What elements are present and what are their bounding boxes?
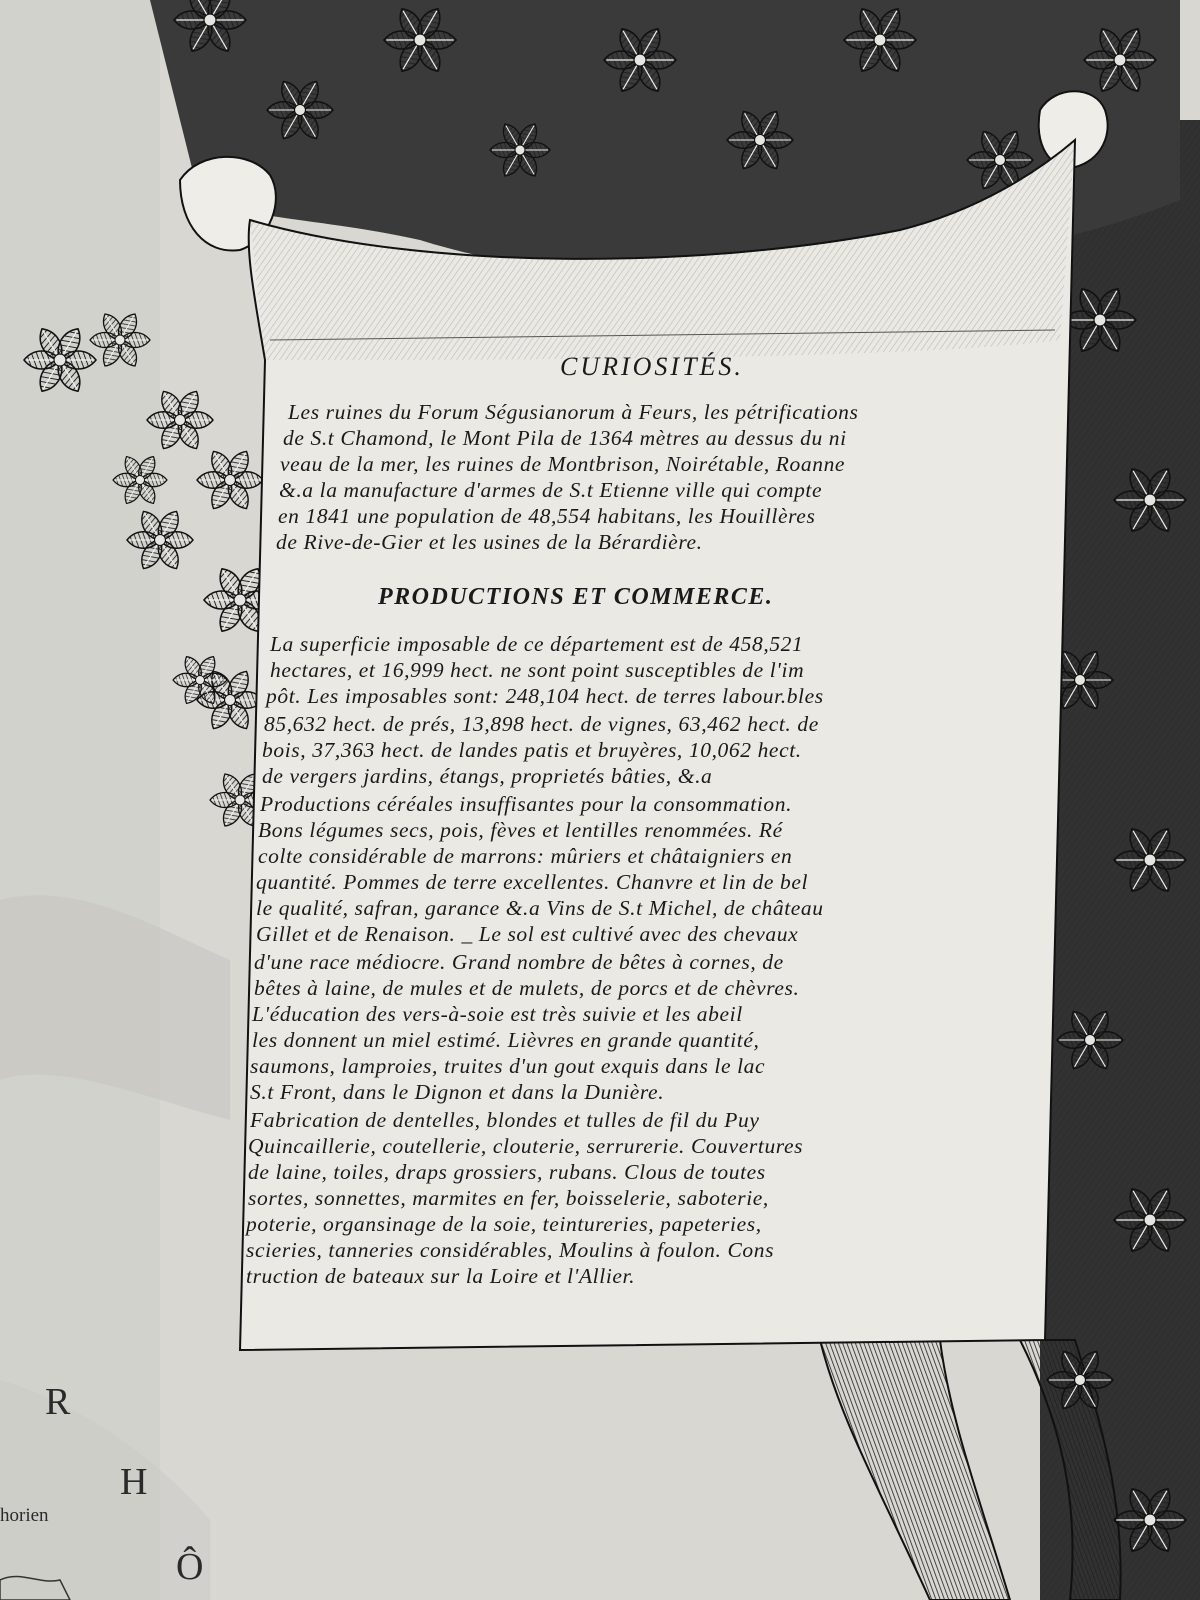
map-word-fragment: horien — [0, 1505, 49, 1526]
productions-line: Quincaillerie, coutellerie, clouterie, serrurerie. Couvertures — [248, 1134, 804, 1158]
productions-line: les donnent un miel estimé. Lièvres en grande quantité, — [252, 1028, 760, 1052]
productions-line: Gillet et de Renaison. _ Le sol est cultivé avec des chevaux — [256, 922, 799, 946]
productions-line: truction de bateaux sur la Loire et l'Allier. — [246, 1264, 636, 1288]
productions-line: hectares, et 16,999 hect. ne sont point susceptibles de l'im — [270, 658, 805, 682]
map-letter-h: H — [120, 1461, 148, 1503]
productions-line: poterie, organsinage de la soie, teintureries, papeteries, — [246, 1212, 762, 1236]
curiosites-line: de S.t Chamond, le Mont Pila de 1364 mètres au dessus du ni — [283, 426, 847, 450]
productions-line: scieries, tanneries considérables, Moulins à foulon. Cons — [246, 1238, 775, 1262]
productions-line: sortes, sonnettes, marmites en fer, boisselerie, saboterie, — [248, 1186, 769, 1210]
productions-line: de laine, toiles, draps grossiers, rubans. Clous de toutes — [248, 1160, 766, 1184]
productions-line: saumons, lamproies, truites d'un gout exquis dans le lac — [250, 1054, 766, 1078]
productions-line: bois, 37,363 hect. de landes patis et bruyères, 10,062 hect. — [262, 738, 802, 762]
curiosites-line: Les ruines du Forum Ségusianorum à Feurs, les pétrifications — [288, 400, 859, 424]
curiosites-line: de Rive-de-Gier et les usines de la Bérardière. — [276, 530, 703, 554]
productions-line: colte considérable de marrons: mûriers et châtaigniers en — [258, 844, 793, 868]
productions-line: L'éducation des vers-à-soie est très suivie et les abeil — [252, 1002, 743, 1026]
map-letter-r: R — [45, 1381, 71, 1423]
curiosites-line: en 1841 une population de 48,554 habitans, les Houillères — [278, 504, 816, 528]
map-letter-o: Ô — [176, 1546, 204, 1588]
curiosites-heading: CURIOSITÉS. — [560, 352, 744, 381]
productions-heading: PRODUCTIONS ET COMMERCE. — [378, 584, 774, 610]
productions-line: quantité. Pommes de terre excellentes. Chanvre et lin de bel — [256, 870, 809, 894]
productions-line: Bons légumes secs, pois, fèves et lentilles renommées. Ré — [258, 818, 783, 842]
productions-line: le qualité, safran, garance &.a Vins de S.t Michel, de château — [256, 896, 824, 920]
productions-line: de vergers jardins, étangs, proprietés bâties, &.a — [262, 764, 713, 788]
productions-line: bêtes à laine, de mules et de mulets, de porcs et de chèvres. — [254, 976, 800, 1000]
productions-line: Fabrication de dentelles, blondes et tulles de fil du Puy — [250, 1108, 760, 1132]
productions-line: d'une race médiocre. Grand nombre de bêtes à cornes, de — [254, 950, 784, 974]
productions-line: pôt. Les imposables sont: 248,104 hect. de terres labour.bles — [266, 684, 824, 708]
productions-line: 85,632 hect. de prés, 13,898 hect. de vignes, 63,462 hect. de — [264, 712, 819, 736]
curiosites-line: &.a la manufacture d'armes de S.t Etienne ville qui compte — [279, 478, 823, 502]
productions-line: S.t Front, dans le Dignon et dans la Dunière. — [250, 1080, 665, 1104]
curiosites-line: veau de la mer, les ruines de Montbrison, Noirétable, Roanne — [280, 452, 846, 476]
productions-line: La superficie imposable de ce département est de 458,521 — [270, 632, 804, 656]
productions-line: Productions céréales insuffisantes pour la consommation. — [260, 792, 793, 816]
